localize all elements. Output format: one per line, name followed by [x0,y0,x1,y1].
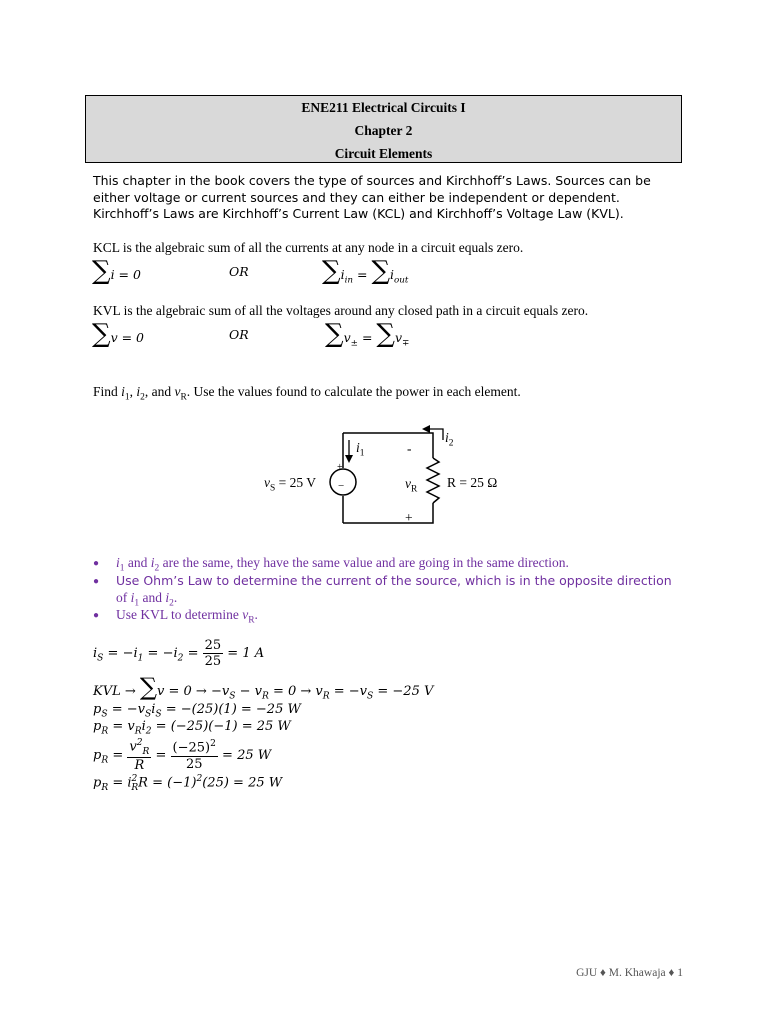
source-minus: − [338,480,345,492]
kcl-equation-1: ∑i = 0 [92,256,141,286]
resistor-value: R = 25 Ω [447,475,498,490]
kcl-equation-2: $\sum i_{in} = \sum i_{out}$ [322,256,409,286]
resistor [427,458,439,503]
kcl-statement: KCL is the algebraic sum of all the currents at any node in a circuit equals zero. [93,240,524,255]
i2-label: $i_2$ [445,430,454,449]
kvl-equation-2: $\sum v_\pm = \sum v_\mp$ [325,319,410,349]
bullet-dot: ● [93,610,100,621]
bullet-2: ● Use Ohm’s Law to determine the current of the source, which is in the opposite direction of $i_1$ and $i_2$. [93,573,672,609]
i2-arrow-head [422,425,430,433]
kcl-or: OR [229,264,249,279]
eq-power-source: $p_S = -v_Si_S = -(25)(1) = -25$ W [93,702,301,720]
i1-label: $i_1$ [356,440,365,459]
kvl-statement: KVL is the algebraic sum of all the voltages around any closed path in a circuit equals zero. [93,303,589,318]
intro-line-1: This chapter in the book covers the type of sources and Kirchhoff’s Laws. Sources can be [93,173,651,188]
bullet-3: ● Use KVL to determine $v_R$. [93,607,258,626]
source-plus: + [337,462,343,473]
chapter-title: Chapter 2 [354,123,413,138]
eq-kvl: KVL → $\sum v = 0 \to -v_S - v_R = 0 \to v_R = -v_S = -25$ V [93,673,434,702]
resistor-plus: + [405,510,413,525]
page-footer: GJU ♦ M. Khawaja ♦ 1 [576,967,683,979]
course-title: ENE211 Electrical Circuits I [301,100,466,115]
wire-bottom [343,503,433,523]
intro-line-3: Kirchhoff’s Laws are Kirchhoff’s Current Law (KCL) and Kirchhoff’s Voltage Law (KVL). [93,206,624,221]
kvl-equation-1: ∑v = 0 [92,319,144,349]
title-box [85,95,682,163]
i2-arrow-line [428,429,443,440]
bullet-dot: ● [93,558,100,569]
vr-label: $v_R$ [405,476,418,495]
eq-power-resistor-2: $p_R$ = $\frac{v^2_R}{R}$ = $\frac{(-25)^2}{25}$ = 25 W [93,738,272,773]
eq-power-resistor-1: $p_R = v_Ri_2 = (-25)(-1) = 25$ W [93,719,291,737]
vs-label: $v_S = 25$ V [264,475,316,494]
kvl-or: OR [229,327,249,342]
bullet-1: ● $i_1$ and $i_2$ are the same, they have the same value and are going in the same direction. [93,555,569,574]
resistor-minus: - [407,441,412,456]
intro-line-2: either voltage or current sources and they can either be independent or dependent. [93,190,620,205]
topic-title: Circuit Elements [334,146,433,161]
eq-source-current: $i_S = -i_1 = -i_2$ = $\frac{25}{25}$ = 1 A [93,638,265,669]
i1-arrow-head [345,455,353,463]
sigma-symbol: ∑ [92,256,111,286]
eq-power-resistor-3: $p_R = i^2_RR = (-1)^2(25) = 25$ W [93,774,283,793]
problem-statement: Find $i_1$, $i_2$, and $v_R$. Use the values found to calculate the power in each element. [93,384,521,403]
bullet-dot: ● [93,576,100,587]
